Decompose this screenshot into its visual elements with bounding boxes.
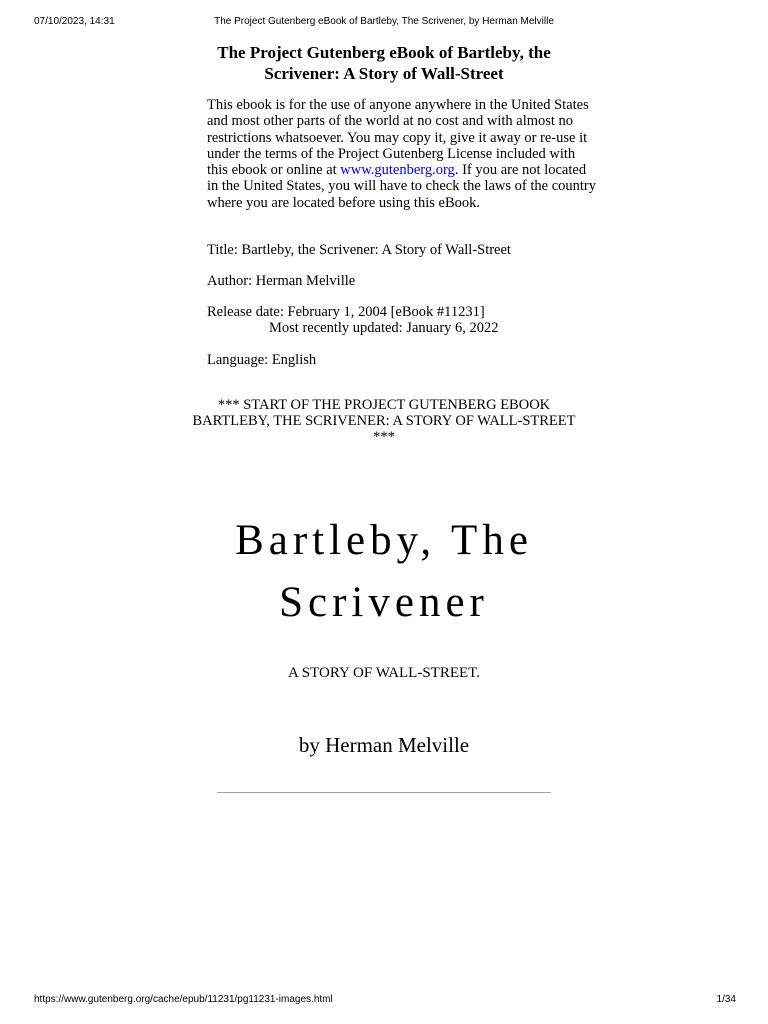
book-byline: by Herman Melville <box>298 733 470 757</box>
print-page-title: The Project Gutenberg eBook of Bartleby, The Scrivener, by Herman Melville <box>214 16 554 27</box>
book-title <box>100 510 668 634</box>
author-metadata: Author: Herman Melville <box>207 273 356 289</box>
print-url: https://www.gutenberg.org/cache/epub/11231/pg11231-images.html <box>34 994 333 1005</box>
license-text-end: . If you are not located in the United States, you will have to check the laws of the country where you are located before using this eBook. <box>207 162 596 211</box>
gutenberg-link[interactable]: www.gutenberg.org <box>340 162 455 179</box>
print-footer <box>0 994 768 1008</box>
book-title-line2: Scrivener <box>279 579 489 626</box>
print-datetime: 07/10/2023, 14:31 <box>34 16 115 27</box>
print-page-number: 1/34 <box>716 994 736 1005</box>
start-marker-line2: BARTLEBY, THE SCRIVENER: A STORY OF WALL-STREET <box>192 413 576 429</box>
title-metadata: Title: Bartleby, the Scrivener: A Story of Wall-Street <box>207 242 511 258</box>
license-paragraph <box>207 97 597 211</box>
updated-date-metadata: Most recently updated: January 6, 2022 <box>269 320 499 336</box>
print-header <box>0 16 768 30</box>
start-marker-line1: *** START OF THE PROJECT GUTENBERG EBOOK <box>217 397 551 413</box>
license-text-start: This ebook is for the use of anyone anywhere in the United States and most other parts of the world at no cost and with almost no restrictions whatsoever. You may copy it, give it away or re-use it under the terms of the Project Gutenberg License included with this ebook or online at <box>207 97 589 179</box>
book-subtitle: A STORY OF WALL-STREET. <box>288 665 480 681</box>
release-date-metadata: Release date: February 1, 2004 [eBook #11231] <box>207 304 485 320</box>
language-metadata: Language: English <box>207 352 317 368</box>
book-title-line1: Bartleby, The <box>235 517 533 564</box>
ebook-heading-line1: The Project Gutenberg eBook of Bartleby, the <box>217 43 551 62</box>
horizontal-rule <box>217 792 551 793</box>
start-marker <box>170 397 598 445</box>
ebook-heading <box>160 42 608 84</box>
ebook-heading-line2: Scrivener: A Story of Wall-Street <box>264 64 504 83</box>
start-marker-line3: *** <box>373 429 395 445</box>
